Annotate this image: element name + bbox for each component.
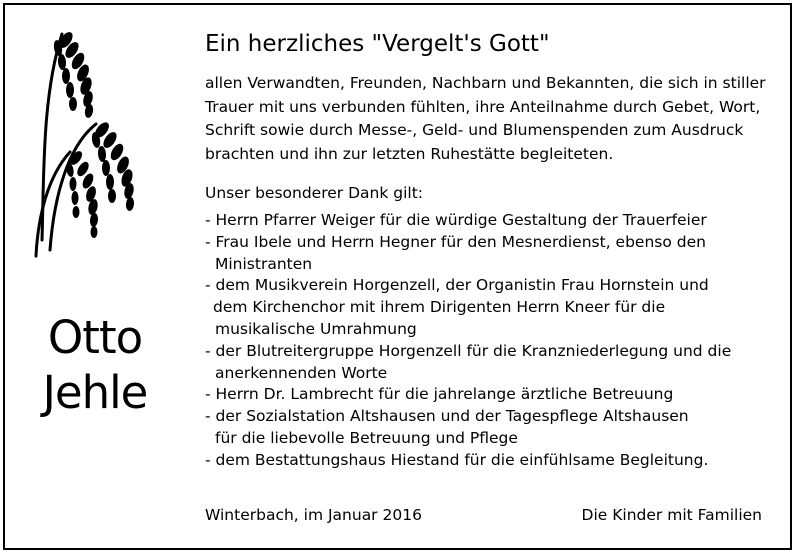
thanks-item-continuation: Ministranten bbox=[215, 254, 313, 273]
deceased-last-name: Jehle bbox=[42, 366, 148, 419]
thanks-item: - dem Bestattungshaus Hiestand für die einfühlsame Begleitung. bbox=[205, 450, 709, 469]
thanks-list bbox=[205, 210, 785, 472]
wheat-ears-icon bbox=[28, 26, 148, 262]
intro-line: brachten und ihn zur letzten Ruhestätte begleiteten. bbox=[205, 144, 614, 163]
thanks-item: - der Blutreitergruppe Horgenzell für die Kranzniederlegung und die bbox=[205, 341, 732, 360]
thanks-item-continuation: für die liebevolle Betreuung und Pflege bbox=[215, 428, 518, 447]
thanks-item: - Herrn Dr. Lambrecht für die jahrelange ärztliche Betreuung bbox=[205, 385, 674, 404]
thanks-item-continuation: dem Kirchenchor mit ihrem Dirigenten Herrn Kneer für die bbox=[213, 298, 666, 317]
thanks-item: - Herrn Pfarrer Weiger für die würdige Gestaltung der Trauerfeier bbox=[205, 211, 707, 229]
place-date: Winterbach, im Januar 2016 bbox=[205, 506, 422, 524]
thanks-item: - der Sozialstation Altshausen und der Tagespflege Altshausen bbox=[205, 407, 689, 426]
deceased-name bbox=[20, 310, 170, 420]
deceased-first-name: Otto bbox=[47, 311, 143, 364]
intro-paragraph bbox=[205, 72, 785, 166]
intro-line: Schrift sowie durch Messe-, Geld- und Blumenspenden zum Ausdruck bbox=[205, 121, 744, 139]
intro-line: allen Verwandten, Freunden, Nachbarn und Bekannten, die sich in stiller bbox=[205, 74, 766, 92]
special-thanks-heading: Unser besonderer Dank gilt: bbox=[205, 184, 423, 202]
thanks-item: - Frau Ibele und Herrn Hegner für den Mesnerdienst, ebenso den bbox=[205, 232, 706, 251]
thanks-item-continuation: musikalische Umrahmung bbox=[215, 319, 417, 338]
signature: Die Kinder mit Familien bbox=[581, 506, 762, 524]
intro-line: Trauer mit uns verbunden fühlten, ihre Anteilnahme durch Gebet, Wort, bbox=[205, 97, 761, 116]
thanks-item-continuation: anerkennenden Worte bbox=[215, 363, 388, 382]
thanks-item: - dem Musikverein Horgenzell, der Organistin Frau Hornstein und bbox=[205, 276, 709, 295]
thanks-heading: Ein herzliches "Vergelt's Gott" bbox=[205, 31, 550, 57]
